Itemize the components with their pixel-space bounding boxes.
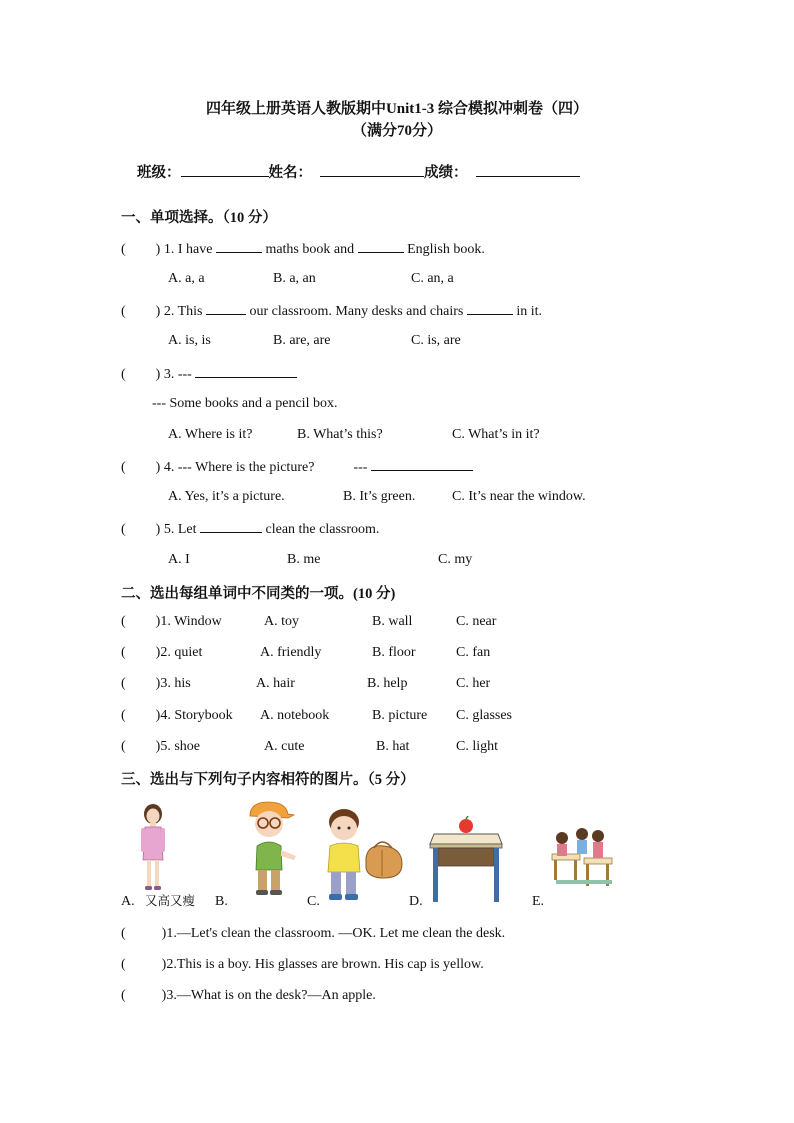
q2-stem-mid: our classroom. Many desks and chairs bbox=[249, 304, 464, 319]
s2-r2-a[interactable]: A. friendly bbox=[260, 645, 322, 660]
boy-bag-picture bbox=[322, 806, 408, 904]
q3-blank[interactable] bbox=[195, 365, 297, 378]
q2-stem: 2. This bbox=[163, 304, 203, 319]
paren-open: ( bbox=[121, 988, 126, 1003]
s2-r1-b[interactable]: B. wall bbox=[372, 614, 413, 629]
s2-row-5 bbox=[121, 739, 200, 755]
s2-r4-c[interactable]: C. glasses bbox=[456, 708, 512, 723]
s3-item-1 bbox=[121, 926, 505, 942]
q3-answer-line: --- Some books and a pencil box. bbox=[152, 396, 338, 411]
name-label: 姓名： bbox=[268, 165, 312, 181]
section-3-heading: 三、选出与下列句子内容相符的图片。（5 分） bbox=[121, 772, 415, 788]
picture-letter-a: A. bbox=[121, 894, 135, 909]
s2-r3-a[interactable]: A. hair bbox=[256, 676, 295, 691]
score-blank[interactable] bbox=[476, 176, 580, 177]
paren-close: ) bbox=[155, 367, 161, 382]
q5-line bbox=[121, 520, 379, 538]
info-line bbox=[137, 161, 580, 182]
q3-option-c[interactable]: C. What’s in it? bbox=[452, 427, 540, 442]
q1-option-a[interactable]: A. a, a bbox=[168, 271, 205, 286]
paren-open: ( bbox=[121, 957, 126, 972]
name-blank[interactable] bbox=[320, 176, 424, 177]
q4-option-c[interactable]: C. It’s near the window. bbox=[452, 489, 586, 504]
q3-line bbox=[121, 365, 297, 383]
paren-open: ( bbox=[121, 522, 126, 537]
s2-row-2 bbox=[121, 645, 202, 661]
classroom-scene-picture bbox=[548, 824, 616, 896]
section-2-heading: 二、选出每组单词中不同类的一项。(10 分) bbox=[121, 586, 396, 602]
score-label: 成绩： bbox=[424, 165, 468, 181]
girl-picture bbox=[136, 802, 170, 892]
paren-open: ( bbox=[121, 645, 126, 660]
q2-blank-1[interactable] bbox=[206, 302, 246, 315]
picture-letter-e: E. bbox=[532, 894, 545, 909]
page-subtitle: （满分70分） bbox=[351, 123, 442, 139]
s2-row-label: )3. his bbox=[155, 676, 191, 691]
s2-r4-b[interactable]: B. picture bbox=[372, 708, 428, 723]
q2-option-a[interactable]: A. is, is bbox=[168, 333, 211, 348]
paren-open: ( bbox=[121, 367, 126, 382]
s2-row-4 bbox=[121, 708, 233, 724]
paren-close: ) bbox=[155, 522, 161, 537]
picture-a-caption: 又高又瘦 bbox=[145, 893, 196, 908]
s2-row-label: )1. Window bbox=[155, 614, 222, 629]
q1-blank-2[interactable] bbox=[358, 240, 404, 253]
q2-blank-2[interactable] bbox=[467, 302, 513, 315]
q5-option-b[interactable]: B. me bbox=[287, 552, 321, 567]
q3-option-a[interactable]: A. Where is it? bbox=[168, 427, 253, 442]
s2-r5-a[interactable]: A. cute bbox=[264, 739, 305, 754]
paren-open: ( bbox=[121, 708, 126, 723]
desk-apple-picture bbox=[428, 816, 504, 904]
picture-letter-d: D. bbox=[409, 894, 423, 909]
q1-stem: 1. I have bbox=[163, 242, 213, 257]
paren-open: ( bbox=[121, 614, 126, 629]
paren-open: ( bbox=[121, 926, 126, 941]
q2-line bbox=[121, 302, 542, 320]
class-label: 班级： bbox=[137, 165, 181, 181]
q1-line bbox=[121, 240, 485, 258]
q5-option-c[interactable]: C. my bbox=[438, 552, 473, 567]
paren-close: ) bbox=[155, 460, 161, 475]
paren-close: ) bbox=[155, 242, 161, 257]
s2-r5-b[interactable]: B. hat bbox=[376, 739, 410, 754]
s2-row-label: )5. shoe bbox=[155, 739, 200, 754]
s3-item-2 bbox=[121, 957, 484, 973]
paren-open: ( bbox=[121, 304, 126, 319]
s2-row-1 bbox=[121, 614, 222, 630]
s2-row-3 bbox=[121, 676, 191, 692]
s2-r1-a[interactable]: A. toy bbox=[264, 614, 299, 629]
q4-stem: 4. --- Where is the picture? bbox=[163, 460, 315, 475]
q5-option-a[interactable]: A. I bbox=[168, 552, 190, 567]
s3-item-text: )3.—What is on the desk?—An apple. bbox=[161, 988, 376, 1003]
class-blank[interactable] bbox=[181, 176, 269, 177]
s2-r2-b[interactable]: B. floor bbox=[372, 645, 416, 660]
s3-item-3 bbox=[121, 988, 376, 1004]
q5-blank[interactable] bbox=[200, 520, 262, 533]
q5-stem: 5. Let bbox=[163, 522, 197, 537]
page-title: 四年级上册英语人教版期中Unit1-3 综合模拟冲刺卷（四） bbox=[205, 101, 589, 117]
q1-option-c[interactable]: C. an, a bbox=[411, 271, 454, 286]
s2-r1-c[interactable]: C. near bbox=[456, 614, 497, 629]
s2-r3-b[interactable]: B. help bbox=[367, 676, 408, 691]
q3-option-b[interactable]: B. What’s this? bbox=[297, 427, 383, 442]
boy-glasses-picture bbox=[244, 798, 304, 898]
paren-open: ( bbox=[121, 460, 126, 475]
q1-stem-mid: maths book and bbox=[265, 242, 355, 257]
s3-item-text: )1.—Let's clean the classroom. —OK. Let me clean the desk. bbox=[161, 926, 506, 941]
q4-option-b[interactable]: B. It’s green. bbox=[343, 489, 416, 504]
q3-stem: 3. --- bbox=[163, 367, 192, 382]
s2-row-label: )4. Storybook bbox=[155, 708, 233, 723]
q2-option-c[interactable]: C. is, are bbox=[411, 333, 461, 348]
section-1-heading: 一、单项选择。（10 分） bbox=[121, 210, 277, 226]
s2-r2-c[interactable]: C. fan bbox=[456, 645, 491, 660]
q1-stem-end: English book. bbox=[407, 242, 485, 257]
paren-open: ( bbox=[121, 676, 126, 691]
picture-letter-c: C. bbox=[307, 894, 320, 909]
q4-option-a[interactable]: A. Yes, it’s a picture. bbox=[168, 489, 285, 504]
s2-r4-a[interactable]: A. notebook bbox=[260, 708, 330, 723]
q4-line bbox=[121, 458, 473, 476]
paren-open: ( bbox=[121, 739, 126, 754]
q1-blank-1[interactable] bbox=[216, 240, 262, 253]
s2-r5-c[interactable]: C. light bbox=[456, 739, 499, 754]
s3-item-text: )2.This is a boy. His glasses are brown. His cap is yellow. bbox=[161, 957, 484, 972]
q4-blank[interactable] bbox=[371, 458, 473, 471]
q2-option-b[interactable]: B. are, are bbox=[273, 333, 331, 348]
s2-row-label: )2. quiet bbox=[155, 645, 203, 660]
paren-close: ) bbox=[155, 304, 161, 319]
q5-stem-end: clean the classroom. bbox=[265, 522, 380, 537]
paren-open: ( bbox=[121, 242, 126, 257]
picture-letter-b: B. bbox=[215, 894, 228, 909]
q4-stem-mid: --- bbox=[353, 460, 368, 475]
q2-stem-end: in it. bbox=[516, 304, 542, 319]
s2-r3-c[interactable]: C. her bbox=[456, 676, 491, 691]
q1-option-b[interactable]: B. a, an bbox=[273, 271, 316, 286]
